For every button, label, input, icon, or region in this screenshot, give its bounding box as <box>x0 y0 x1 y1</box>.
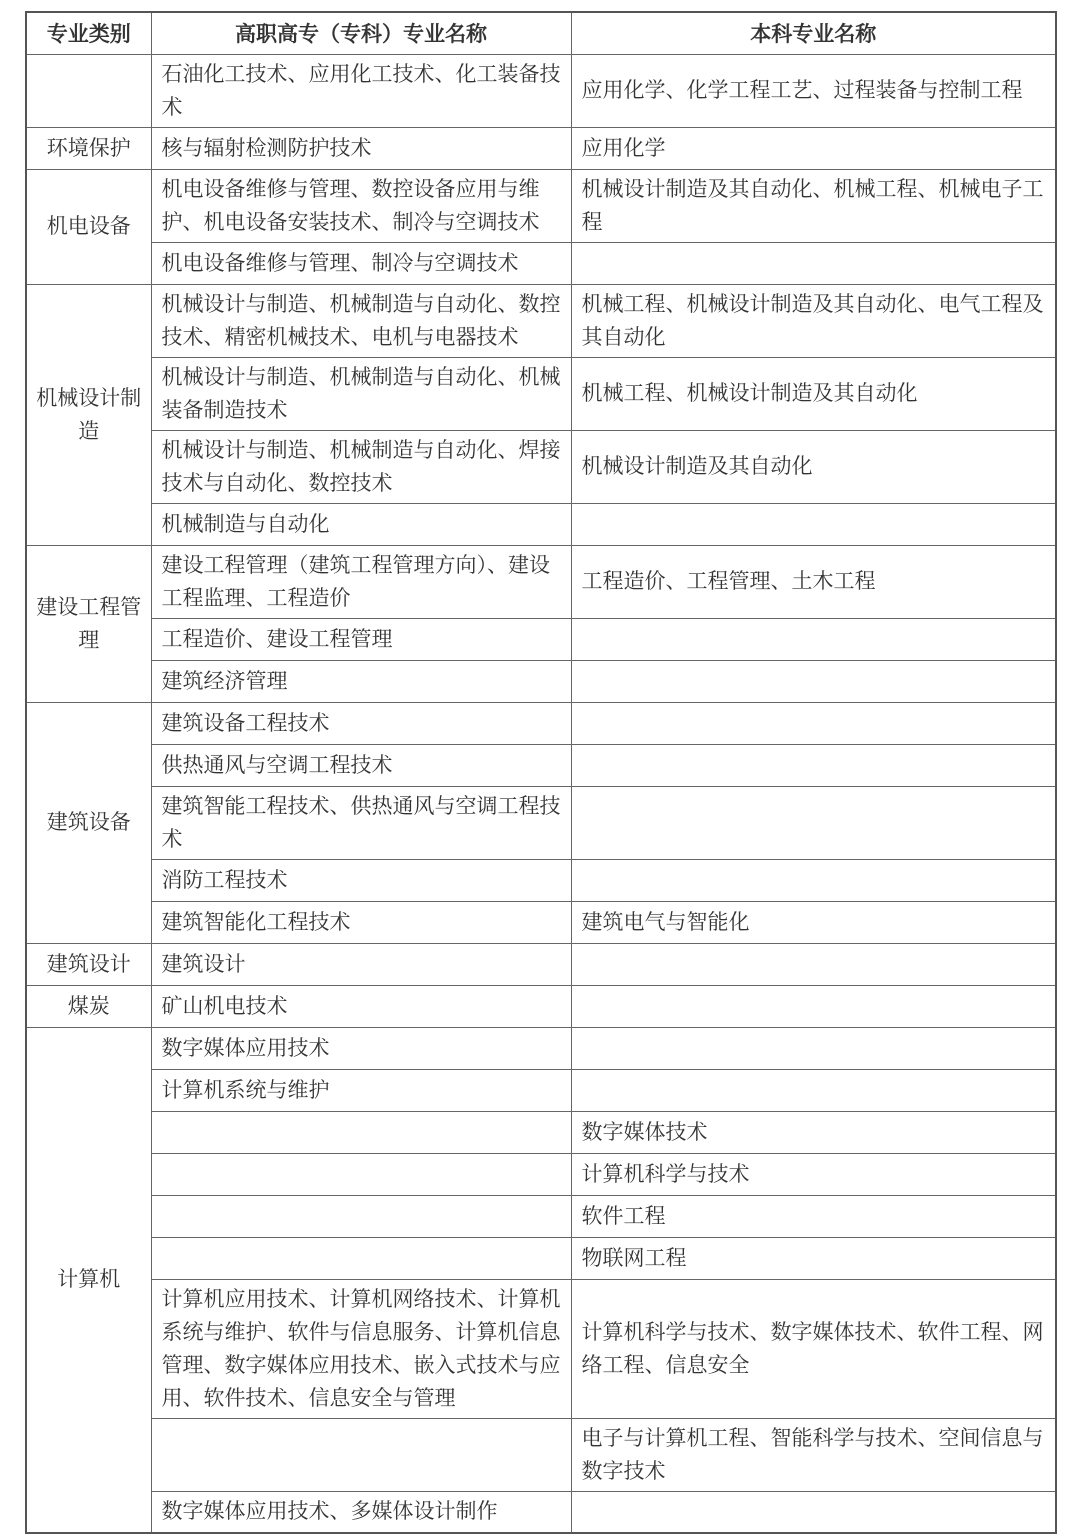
table-row <box>26 503 1056 545</box>
table-row <box>26 744 1056 786</box>
table-row <box>26 169 1056 242</box>
vocational-cell: 建筑设备工程技术 <box>151 702 571 744</box>
vocational-cell: 机械设计与制造、机械制造与自动化、数控技术、精密机械技术、电机与电器技术 <box>151 284 571 357</box>
category-cell: 机械设计制造 <box>26 284 151 545</box>
table-row <box>26 859 1056 901</box>
undergraduate-cell: 软件工程 <box>571 1195 1056 1237</box>
undergraduate-cell: 应用化学、化学工程工艺、过程装备与控制工程 <box>571 54 1056 127</box>
vocational-cell <box>151 1195 571 1237</box>
vocational-cell: 数字媒体应用技术、多媒体设计制作 <box>151 1491 571 1533</box>
vocational-cell <box>151 1153 571 1195</box>
undergraduate-cell: 应用化学 <box>571 127 1056 169</box>
undergraduate-cell: 计算机科学与技术 <box>571 1153 1056 1195</box>
undergraduate-cell <box>571 985 1056 1027</box>
table-row <box>26 357 1056 430</box>
category-cell: 建筑设计 <box>26 943 151 985</box>
category-cell: 建设工程管理 <box>26 545 151 702</box>
undergraduate-cell: 机械工程、机械设计制造及其自动化 <box>571 357 1056 430</box>
category-cell: 建筑设备 <box>26 702 151 943</box>
table-row <box>26 1111 1056 1153</box>
category-cell: 计算机 <box>26 1027 151 1533</box>
vocational-cell: 建筑智能化工程技术 <box>151 901 571 943</box>
vocational-cell: 消防工程技术 <box>151 859 571 901</box>
undergraduate-cell <box>571 660 1056 702</box>
undergraduate-cell: 机械设计制造及其自动化 <box>571 430 1056 503</box>
vocational-cell: 机电设备维修与管理、数控设备应用与维护、机电设备安装技术、制冷与空调技术 <box>151 169 571 242</box>
header-row <box>26 12 1056 54</box>
vocational-cell: 数字媒体应用技术 <box>151 1027 571 1069</box>
table-row <box>26 1195 1056 1237</box>
category-cell <box>26 54 151 127</box>
major-mapping-table <box>25 11 1057 1534</box>
vocational-cell: 工程造价、建设工程管理 <box>151 618 571 660</box>
table-row <box>26 1279 1056 1418</box>
undergraduate-cell: 机械工程、机械设计制造及其自动化、电气工程及其自动化 <box>571 284 1056 357</box>
category-cell: 机电设备 <box>26 169 151 284</box>
table-row <box>26 985 1056 1027</box>
vocational-cell: 机械制造与自动化 <box>151 503 571 545</box>
table-row <box>26 943 1056 985</box>
vocational-cell: 建筑智能工程技术、供热通风与空调工程技术 <box>151 786 571 859</box>
undergraduate-cell <box>571 786 1056 859</box>
table-row <box>26 786 1056 859</box>
vocational-cell: 建筑经济管理 <box>151 660 571 702</box>
table-row <box>26 242 1056 284</box>
category-cell: 煤炭 <box>26 985 151 1027</box>
table-row <box>26 1069 1056 1111</box>
vocational-cell <box>151 1111 571 1153</box>
table-row <box>26 702 1056 744</box>
undergraduate-cell <box>571 242 1056 284</box>
table-row <box>26 1027 1056 1069</box>
table-row <box>26 1237 1056 1279</box>
vocational-cell: 石油化工技术、应用化工技术、化工装备技术 <box>151 54 571 127</box>
vocational-cell: 核与辐射检测防护技术 <box>151 127 571 169</box>
vocational-cell: 建筑设计 <box>151 943 571 985</box>
table-row <box>26 660 1056 702</box>
table-row <box>26 1153 1056 1195</box>
undergraduate-cell: 计算机科学与技术、数字媒体技术、软件工程、网络工程、信息安全 <box>571 1279 1056 1418</box>
table-row <box>26 901 1056 943</box>
header-category: 专业类别 <box>26 12 151 54</box>
table-row <box>26 1418 1056 1491</box>
table-row <box>26 54 1056 127</box>
undergraduate-cell: 物联网工程 <box>571 1237 1056 1279</box>
table-row <box>26 545 1056 618</box>
table-row <box>26 127 1056 169</box>
vocational-cell: 计算机应用技术、计算机网络技术、计算机系统与维护、软件与信息服务、计算机信息管理、数字媒体应用技术、嵌入式技术与应用、软件技术、信息安全与管理 <box>151 1279 571 1418</box>
vocational-cell: 机电设备维修与管理、制冷与空调技术 <box>151 242 571 284</box>
undergraduate-cell: 机械设计制造及其自动化、机械工程、机械电子工程 <box>571 169 1056 242</box>
vocational-cell: 计算机系统与维护 <box>151 1069 571 1111</box>
undergraduate-cell <box>571 702 1056 744</box>
table-row <box>26 430 1056 503</box>
undergraduate-cell: 工程造价、工程管理、土木工程 <box>571 545 1056 618</box>
vocational-cell: 供热通风与空调工程技术 <box>151 744 571 786</box>
undergraduate-cell <box>571 859 1056 901</box>
vocational-cell <box>151 1418 571 1491</box>
vocational-cell <box>151 1237 571 1279</box>
vocational-cell: 矿山机电技术 <box>151 985 571 1027</box>
category-cell: 环境保护 <box>26 127 151 169</box>
vocational-cell: 机械设计与制造、机械制造与自动化、机械装备制造技术 <box>151 357 571 430</box>
table-row <box>26 284 1056 357</box>
vocational-cell: 机械设计与制造、机械制造与自动化、焊接技术与自动化、数控技术 <box>151 430 571 503</box>
undergraduate-cell: 建筑电气与智能化 <box>571 901 1056 943</box>
header-vocational: 高职高专（专科）专业名称 <box>151 12 571 54</box>
undergraduate-cell: 数字媒体技术 <box>571 1111 1056 1153</box>
header-undergraduate: 本科专业名称 <box>571 12 1056 54</box>
undergraduate-cell <box>571 503 1056 545</box>
vocational-cell: 建设工程管理（建筑工程管理方向）、建设工程监理、工程造价 <box>151 545 571 618</box>
undergraduate-cell <box>571 744 1056 786</box>
undergraduate-cell <box>571 943 1056 985</box>
undergraduate-cell <box>571 1027 1056 1069</box>
undergraduate-cell: 电子与计算机工程、智能科学与技术、空间信息与数字技术 <box>571 1418 1056 1491</box>
undergraduate-cell <box>571 1069 1056 1111</box>
table-row <box>26 618 1056 660</box>
undergraduate-cell <box>571 618 1056 660</box>
